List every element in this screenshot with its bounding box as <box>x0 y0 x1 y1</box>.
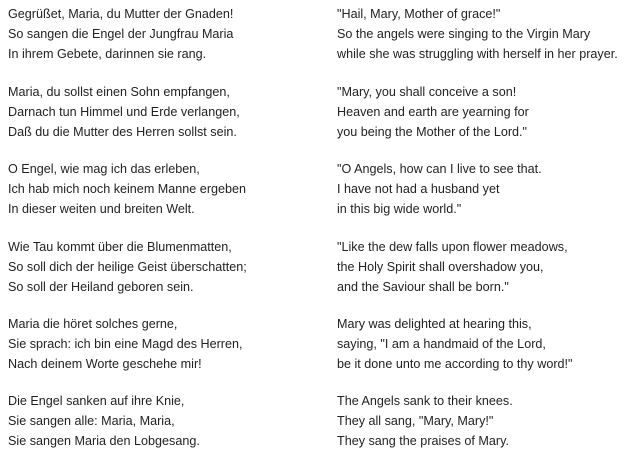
german-stanza-2 <box>8 82 240 142</box>
verse-line: in this big wide world." <box>337 202 462 216</box>
verse-line: "O Angels, how can I live to see that. <box>337 162 542 176</box>
verse-line: In ihrem Gebete, darinnen sie rang. <box>8 47 207 61</box>
verse-line: The Angels sank to their knees. <box>337 394 513 408</box>
verse-line: Ich hab mich noch keinem Manne ergeben <box>8 182 247 196</box>
english-stanza-1 <box>337 4 618 64</box>
verse-line: Sie sangen Maria den Lobgesang. <box>8 434 200 448</box>
verse-line: and the Saviour shall be born." <box>337 280 509 294</box>
verse-line: Daß du die Mutter des Herren sollst sein. <box>8 125 237 139</box>
verse-line: Mary was delighted at hearing this, <box>337 317 532 331</box>
verse-line: Darnach tun Himmel und Erde verlangen, <box>8 105 240 119</box>
german-stanza-3 <box>8 159 246 219</box>
verse-line: Maria die höret solches gerne, <box>8 317 178 331</box>
verse-line: In dieser weiten und breiten Welt. <box>8 202 195 216</box>
verse-line: They sang the praises of Mary. <box>337 434 509 448</box>
verse-line: Die Engel sanken auf ihre Knie, <box>8 394 185 408</box>
verse-line: So soll dich der heilige Geist überschatten; <box>8 260 247 274</box>
verse-line: So sangen die Engel der Jungfrau Maria <box>8 27 234 41</box>
verse-line: Gegrüßet, Maria, du Mutter der Gnaden! <box>8 7 234 21</box>
german-stanza-4 <box>8 237 247 297</box>
verse-line: Maria, du sollst einen Sohn empfangen, <box>8 85 230 99</box>
verse-line: the Holy Spirit shall overshadow you, <box>337 260 544 274</box>
english-stanza-6 <box>337 391 513 451</box>
english-stanza-3 <box>337 159 542 219</box>
verse-line: Sie sprach: ich bin eine Magd des Herren, <box>8 337 243 351</box>
verse-line: O Engel, wie mag ich das erleben, <box>8 162 200 176</box>
verse-line: Nach deinem Worte geschehe mir! <box>8 357 202 371</box>
verse-line: "Mary, you shall conceive a son! <box>337 85 517 99</box>
german-stanza-5 <box>8 314 243 374</box>
verse-line: "Like the dew falls upon flower meadows, <box>337 240 568 254</box>
verse-line: Sie sangen alle: Maria, Maria, <box>8 414 175 428</box>
verse-line: be it done unto me according to thy word!" <box>337 357 573 371</box>
verse-line: Heaven and earth are yearning for <box>337 105 529 119</box>
verse-line: saying, "I am a handmaid of the Lord, <box>337 337 546 351</box>
english-stanza-5 <box>337 314 573 374</box>
english-stanza-2 <box>337 82 529 142</box>
verse-line: you being the Mother of the Lord." <box>337 125 528 139</box>
verse-line: while she was struggling with herself in her prayer. <box>337 47 618 61</box>
german-stanza-6 <box>8 391 200 451</box>
verse-line: So the angels were singing to the Virgin Mary <box>337 27 591 41</box>
german-stanza-1 <box>8 4 233 64</box>
verse-line: So soll der Heiland geboren sein. <box>8 280 194 294</box>
verse-line: Wie Tau kommt über die Blumenmatten, <box>8 240 232 254</box>
english-stanza-4 <box>337 237 568 297</box>
verse-line: They all sang, "Mary, Mary!" <box>337 414 494 428</box>
verse-line: "Hail, Mary, Mother of grace!" <box>337 7 501 21</box>
verse-line: I have not had a husband yet <box>337 182 500 196</box>
